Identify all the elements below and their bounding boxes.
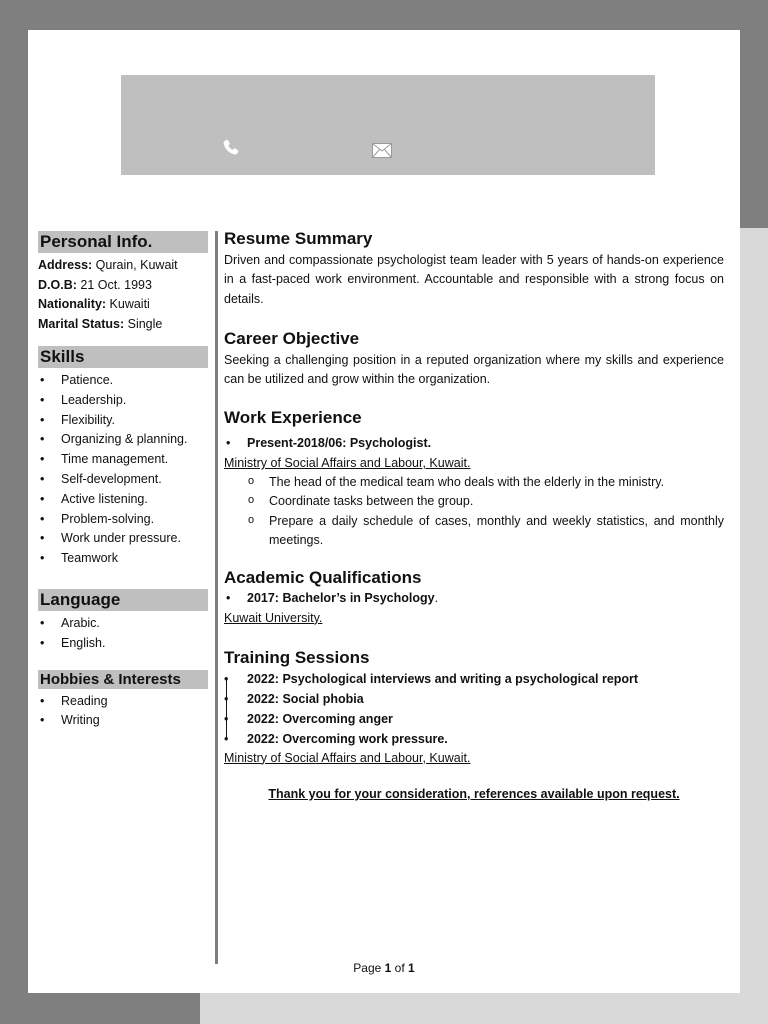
list-item: • Self-development.	[38, 470, 208, 490]
skills-heading: Skills	[38, 346, 208, 368]
academic-organization: Kuwait University.	[224, 610, 323, 625]
summary-text: Driven and compassionate psychologist team leader with 5 years of hands-on experience in a fast-paced work environment. Accountable and responsible with a strong focus on details.	[224, 253, 724, 306]
nationality-line	[38, 295, 208, 315]
work-organization: Ministry of Social Affairs and Labour, Kuwait.	[224, 455, 471, 470]
list-item: • 2022: Social phobia	[224, 689, 724, 709]
language-heading: Language	[38, 589, 208, 611]
envelope-icon	[372, 143, 392, 158]
degree-period: .	[434, 591, 439, 606]
list-item: • Organizing & planning.	[38, 430, 208, 450]
list-item: • Problem-solving.	[38, 510, 208, 530]
list-item: • English.	[38, 634, 208, 654]
hobbies-list	[38, 692, 208, 732]
list-item: • Patience.	[38, 371, 208, 391]
marital-status-line	[38, 315, 208, 335]
list-item: • Leadership.	[38, 391, 208, 411]
address-line	[38, 256, 208, 276]
page-current: 1	[384, 961, 392, 975]
work-heading: Work Experience	[224, 408, 362, 428]
page-total: 1	[408, 961, 415, 975]
training-list	[224, 669, 724, 749]
marital-status-value: Single	[124, 316, 163, 331]
list-item: • Arabic.	[38, 614, 208, 634]
work-duties-list	[224, 473, 724, 550]
resume-page	[28, 30, 740, 993]
list-item: • Active listening.	[38, 490, 208, 510]
page-prefix: Page	[353, 961, 385, 975]
skills-list	[38, 371, 208, 569]
hobbies-heading: Hobbies & Interests	[38, 670, 208, 689]
list-item: • Teamwork	[38, 549, 208, 569]
list-item: o The head of the medical team who deals with the elderly in the ministry.	[224, 473, 724, 492]
marital-status-label: Marital Status:	[38, 316, 125, 331]
left-column	[38, 231, 208, 731]
list-item: • Work under pressure.	[38, 529, 208, 549]
address-value: Qurain, Kuwait	[92, 258, 178, 272]
objective-heading: Career Objective	[224, 328, 360, 348]
academic-heading: Academic Qualifications	[224, 568, 422, 588]
page-footer	[28, 961, 740, 975]
list-item: • Time management.	[38, 450, 208, 470]
background-panel-bottom	[200, 993, 768, 1024]
dob-line	[38, 276, 208, 296]
personal-info-heading: Personal Info.	[38, 231, 208, 253]
list-item: • 2022: Overcoming anger	[224, 709, 724, 729]
nationality-value: Kuwaiti	[106, 297, 150, 311]
list-item: o Prepare a daily schedule of cases, monthly and weekly statistics, and monthly meetings.	[224, 512, 724, 551]
address-label: Address:	[38, 258, 93, 272]
background-panel-right	[740, 228, 768, 1024]
dob-value: 21 Oct. 1993	[76, 277, 152, 292]
nationality-label: Nationality:	[38, 297, 107, 311]
phone-icon	[220, 135, 242, 161]
page-of: of	[391, 961, 409, 975]
list-item: • Reading	[38, 692, 208, 712]
list-item: • Writing	[38, 711, 208, 731]
list-item: • Flexibility.	[38, 411, 208, 431]
list-item: • 2022: Overcoming work pressure.	[224, 729, 724, 749]
training-organization: Ministry of Social Affairs and Labour, Kuwait.	[224, 750, 471, 765]
contact-header-box	[121, 75, 655, 175]
degree-text: 2017: Bachelor’s in Psychology	[247, 591, 435, 606]
language-list	[38, 614, 208, 654]
list-item: o Coordinate tasks between the group.	[224, 492, 724, 511]
training-heading: Training Sessions	[224, 647, 370, 667]
work-title: • Present-2018/06: Psychologist.	[224, 434, 724, 454]
academic-title	[224, 589, 724, 609]
list-item: • 2022: Psychological interviews and writing a psychological report	[224, 669, 724, 689]
right-column	[224, 228, 724, 801]
column-divider	[215, 231, 218, 964]
summary-heading: Resume Summary	[224, 229, 373, 248]
dob-label: D.O.B:	[38, 277, 77, 292]
objective-text: Seeking a challenging position in a reputed organization where my skills and experience can be utilized and grow within the organization.	[224, 352, 724, 387]
closing-note: Thank you for your consideration, references available upon request.	[268, 786, 680, 801]
personal-info-list	[38, 256, 208, 334]
